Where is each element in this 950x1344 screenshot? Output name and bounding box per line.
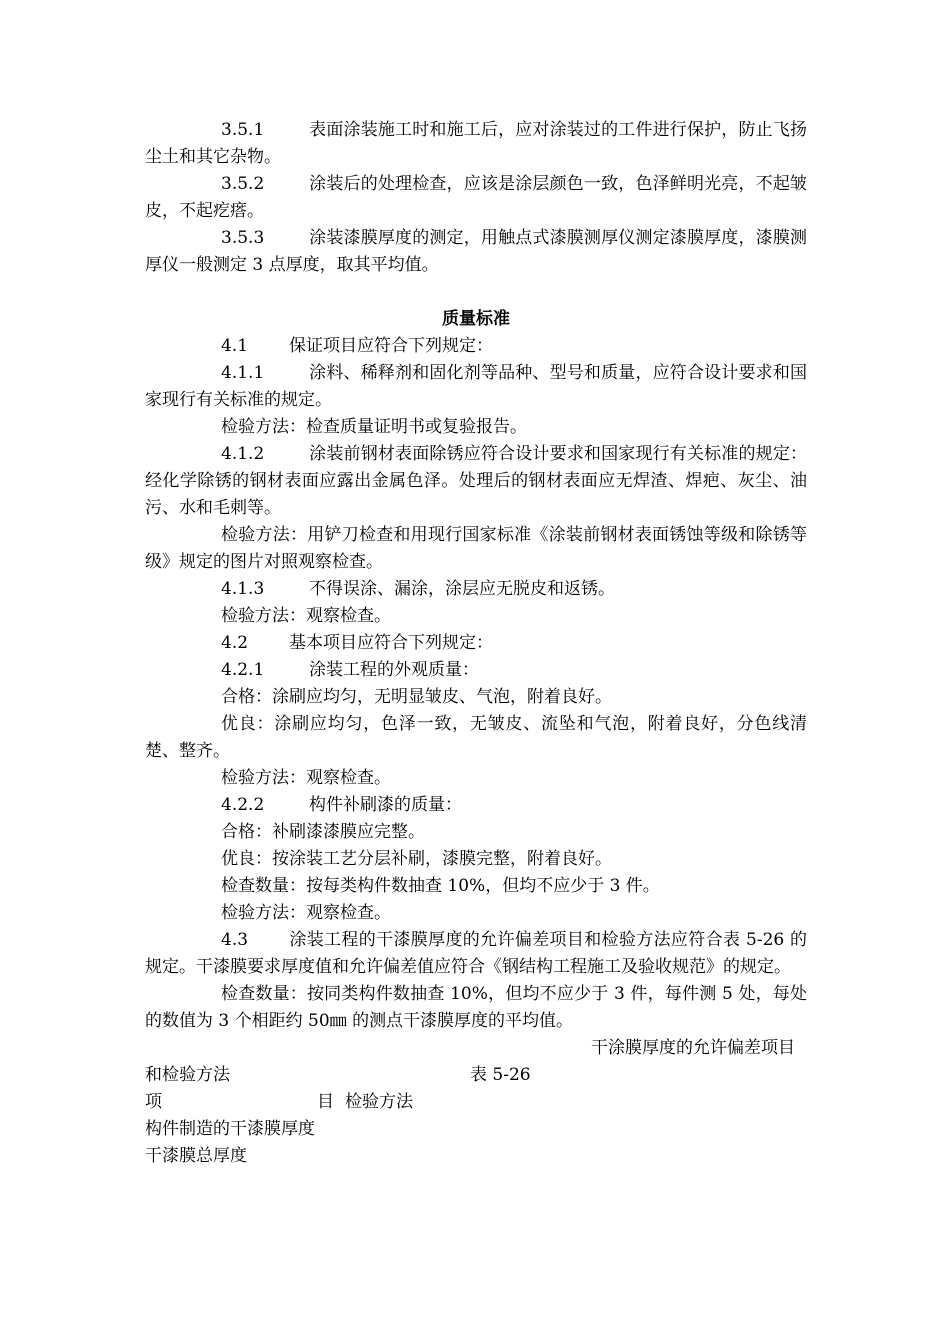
clause-text: 涂装前钢材表面除锈应符合设计要求和国家现行有关标准的规定：经化学除锈的钢材表面应露出金属色泽。处理后的钢材表面应无焊渣、焊疤、灰尘、油污、水和毛刺等。	[145, 444, 807, 518]
good-criteria-4-2-1: 优良：涂刷应均匀，色泽一致，无皱皮、流坠和气泡，附着良好，分色线清楚、整齐。	[145, 714, 807, 761]
clause-number: 4.2.1	[221, 660, 265, 680]
clause-number: 3.5.3	[221, 228, 265, 248]
check-method-4-2-1: 检验方法：观察检查。	[221, 768, 391, 788]
clause-number: 4.1	[221, 336, 249, 356]
paragraph-3-5-1	[145, 117, 807, 171]
clause-text: 表面涂装施工时和施工后，应对涂装过的工件进行保护，防止飞扬尘土和其它杂物。	[145, 120, 807, 167]
clause-text: 涂料、稀释剂和固化剂等品种、型号和质量，应符合设计要求和国家现行有关标准的规定。	[145, 363, 807, 410]
clause-text: 涂装工程的外观质量：	[309, 660, 479, 680]
check-method-4-1-1: 检验方法：检查质量证明书或复验报告。	[221, 417, 527, 437]
clause-text: 构件补刷漆的质量：	[309, 795, 462, 815]
paragraph-4-1	[145, 333, 807, 360]
clause-number: 4.1.3	[221, 579, 265, 599]
table-caption-line1: 干涂膜厚度的允许偏差项目	[591, 1038, 795, 1058]
check-method-4-1-2: 检验方法：用铲刀检查和用现行国家标准《涂装前钢材表面锈蚀等级和除锈等级》规定的图片对照观察检查。	[145, 525, 807, 572]
clause-text: 涂装工程的干漆膜厚度的允许偏差项目和检验方法应符合表 5-26 的规定。干漆膜要求厚度值和允许偏差值应符合《钢结构工程施工及验收规范》的规定。	[145, 930, 807, 977]
table-header-row	[145, 1089, 807, 1116]
table-number: 表 5-26	[470, 1065, 531, 1085]
clause-number: 3.5.2	[221, 174, 265, 194]
table-caption-line2	[145, 1062, 807, 1089]
table-header-method: 检验方法	[345, 1092, 413, 1112]
pass-criteria-4-2-1: 合格：涂刷应均匀，无明显皱皮、气泡，附着良好。	[221, 687, 612, 707]
clause-text: 基本项目应符合下列规定：	[289, 633, 493, 653]
clause-number: 4.1.2	[221, 444, 265, 464]
table-header-item-right: 目	[317, 1092, 334, 1112]
table-row-item: 干漆膜总厚度	[145, 1146, 247, 1166]
paragraph-4-3	[145, 927, 807, 981]
check-method-4-2-2: 检验方法：观察检查。	[221, 903, 391, 923]
document-body	[145, 117, 807, 1170]
check-quantity-4-2-2: 检查数量：按每类构件数抽查 10%，但均不应少于 3 件。	[221, 876, 660, 896]
paragraph-4-2	[145, 630, 807, 657]
table-row	[145, 1116, 807, 1143]
clause-text: 不得误涂、漏涂，涂层应无脱皮和返锈。	[309, 579, 615, 599]
good-criteria-4-2-2: 优良：按涂装工艺分层补刷，漆膜完整，附着良好。	[221, 849, 612, 869]
clause-number: 4.2.2	[221, 795, 265, 815]
clause-number: 4.2	[221, 633, 249, 653]
check-method-4-1-3: 检验方法：观察检查。	[221, 606, 391, 626]
paragraph-4-2-2	[145, 792, 807, 819]
paragraph-4-2-1	[145, 657, 807, 684]
table-caption-continued: 和检验方法	[145, 1065, 230, 1085]
section-title: 质量标准	[442, 309, 510, 329]
paragraph-4-1-3	[145, 576, 807, 603]
table-header-item-left: 项	[145, 1092, 162, 1112]
clause-number: 4.1.1	[221, 363, 265, 383]
paragraph-4-1-1	[145, 360, 807, 414]
clause-number: 3.5.1	[221, 120, 265, 140]
table-row	[145, 1143, 807, 1170]
pass-criteria-4-2-2: 合格：补刷漆漆膜应完整。	[221, 822, 425, 842]
paragraph-3-5-3	[145, 225, 807, 279]
table-row-item: 构件制造的干漆膜厚度	[145, 1119, 315, 1139]
check-quantity-4-3: 检查数量：按同类构件数抽查 10%，但均不应少于 3 件，每件测 5 处，每处的数值为 3 个相距约 50㎜ 的测点干漆膜厚度的平均值。	[145, 984, 807, 1031]
clause-text: 保证项目应符合下列规定：	[289, 336, 493, 356]
clause-text: 涂装后的处理检查，应该是涂层颜色一致，色泽鲜明光亮，不起皱皮，不起疙瘩。	[145, 174, 807, 221]
paragraph-3-5-2	[145, 171, 807, 225]
clause-number: 4.3	[221, 930, 249, 950]
clause-text: 涂装漆膜厚度的测定，用触点式漆膜测厚仪测定漆膜厚度，漆膜测厚仪一般测定 3 点厚度，取其平均值。	[145, 228, 807, 275]
paragraph-4-1-2	[145, 441, 807, 522]
